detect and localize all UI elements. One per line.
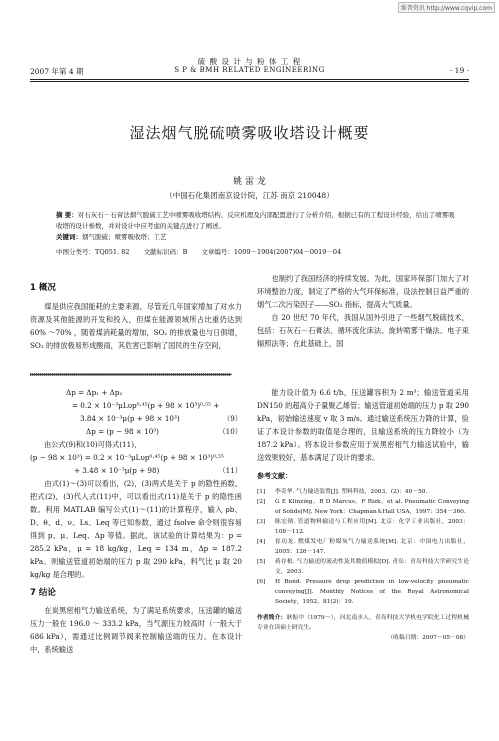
reference-text: 李奇华. 气力输送装置[J]. 塑料科技，2003，(2)：40－50. [275,489,428,495]
intro-paragraph-right-2: 自 20 世纪 70 年代，我国从国外引进了一些烟气脱硫技术，包括：石灰石－石膏法、循环流化床法、旋转喷雾干燥法、电子束辐照法等；在此基础上，国 [257,313,469,348]
article-number: 文章编号：1009－1904(2007)04－0019－04 [201,248,342,256]
document-code: 文献标识码：B [143,248,188,256]
equation-6-number: （11） [218,466,242,475]
equation-3 [30,412,242,425]
equation-4 [30,425,242,438]
reference-number: [3] [257,519,266,525]
reference-text: G E Klinzing，R D Marcus，F Rizk，et al. Pneumatic Conveying of Solids[M]. New York：Chapman＆Hall USA，1997：354－360. [275,499,469,515]
author-bio-label: 作者简介： [257,615,287,621]
reference-text: 蒋存根. 气力输送的流动性及其数值模拟[D]. 青岛：青岛科技大学研究生论文，2003. [275,559,469,575]
classification-line [56,247,456,258]
reference-text: 崔功龙. 燃煤发电厂粉煤灰气力输送系统[M]. 北京：中国电力出版社，2005：126－147. [275,539,469,555]
intro-left-column [30,282,242,352]
keywords-label: 关键词： [56,233,82,241]
keywords-text: 烟气脱硫；喷雾吸收塔；工艺 [82,233,167,241]
reference-item [257,517,469,537]
section-heading-intro: 1 概况 [30,283,56,293]
equation-6 [30,464,242,477]
abstract-text: 对石灰石－石膏法烟气脱硫工艺中喷雾吸收塔结构、反应机理及内部配置进行了分析介绍，根据已有的工程设计经验，给出了喷雾吸收塔的设计参数，并对设计中应考虑的关键点进行了阐述。 [56,211,455,230]
reference-item [257,497,469,517]
conclusion-right-column [257,386,469,643]
equations-column [30,386,242,656]
author-name: 姚 雷 龙 [233,177,266,187]
abstract [56,210,456,243]
article-title: 湿法烟气脱硫喷雾吸收塔设计概要 [129,124,370,142]
article-separator-arrows: ▸▸▸▸▸▸▸▸▸▸▸▸▸▸▸▸▸▸▸▸▸▸▸▸▸▸▸▸▸▸▸▸▸▸▸▸▸▸▸▸▸▸▸▸▸▸▸▸▸▸▸▸▸▸▸▸▸▸▸▸▸▸▸▸▸▸▸▸▸▸▸▸▸▸▸▸▸▸▸▸▸▸▸▸▸▸▸▸▸▸▸▸▸▸▸▸▸▸▸▸ [30,372,232,378]
reference-item [257,557,469,577]
author-affiliation: （中国石化集团南京设计院，江苏 南京 210048） [165,191,334,200]
journal-title-en: S P & BMH RELATED ENGINEERING [174,66,325,74]
abstract-label: 摘 要： [56,211,78,219]
equation-4-number: （10） [218,427,242,436]
derivation-paragraph: 由式(1)～(3)可以看出，(2)，(3)两式是关于 p 的隐性函数。把式(2)，(3)代入式(11)中，可以看出式(11)是关于 p 的隐性函数。利用 MATLAB 编写公式(1)～(11)的计算程序，输入 ρb、D、θ、d、ν、Ls、Leq 等已知参数，通过 fsolve 命令则很容易得到 p、μ、Leq、Δp 等值。据此，该试验的计算结果为：p = 285.2 kPa，μ = 18 kg/kg，Leq = 134 m，Δp = 187.2 kPa。则输送管道初始端的压力 p 取 290 kPa，料气比 μ 取 20 kg/kg 是合理的。 [30,479,242,579]
watermark: 维普资讯 http://www.cqvip.com [398,2,495,13]
section-heading-conclusion: 7 结论 [30,588,56,598]
author-bio-text: 耿振中（1979～），河北南水人，青岛科技大学机电学院化工过程机械专业在读硕士研究生。 [257,615,469,631]
equation-5: (p − 98 × 10³) = 0.2 × 10⁻³μLυp⁰·⁴⁵(p + 98 × 10³)⁰·⁵⁵ [30,453,224,462]
conclusion-paragraph: 在炭黑密相气力输送系统，为了满足系统要求，压送罐的输送压力一般在 196.0 ～ 333.2 kPa，当气源压力较高时（一般大于 686 kPa），需通过比例调节阀来控制输送端的压力。在本设计中，系统输送 [30,606,242,654]
reference-text: H Bond. Pressure drop prediction in low-velocity pneumatic conveying[J]. Monthly Notices of the Royal Astronomical Society，1952，81(2)：19. [275,579,469,605]
reference-item [257,537,469,557]
issue-label: 2007 年第 4 期 [30,67,84,76]
references-heading: 参考文献： [257,472,292,480]
reference-list [257,487,469,607]
equation-text: 由公式(9)和(10)可得式(11)， [44,440,142,449]
author-bio [257,613,469,633]
reference-number: [5] [257,559,266,565]
reference-text: 陈宏勋. 管道物料输送与工程应用[M]. 北京：化学工业出版社，2003：108－112. [275,519,469,535]
header-rule [30,79,469,80]
equation-4-body: Δp = (p − 98 × 10³) [86,427,159,436]
intro-paragraph-right-1: 也制约了我国经济的持续发展。为此，国家环保部门加大了对环境整治力度，制定了严格的大气环保标准，设法控制日益严重的烟气二次污染因子——SO₂ 指标，提高大气质量。 [257,274,469,309]
equation-2: = 0.2 × 10⁻³μLυp⁰·⁴⁵(p + 98 × 10³)⁰·⁵⁵ + [72,401,220,410]
conclusion-paragraph-continued: 能力设计值为 6.6 t/h，压送罐容积为 2 m³；输送管道采用 DN150 的超高分子量聚乙烯管；输送管道初始端的压力 p 取 290 kPa，初始输送速度 v 取 3 m/s。通过输送系统压力降的计算，验证了本设计参数的取值是合理的，且输送系统的压力降较小（为 187.2 kPa）。将本设计参数应用于炭黑密相气力输送试验中，输送效果较好，基本满足了设计的要求。 [257,388,469,462]
equation-3-number: （9） [223,414,242,423]
reference-item [257,487,469,497]
intro-right-column [257,272,469,350]
reference-number: [1] [257,489,266,495]
reference-item [257,577,469,607]
header-rule-thin [30,81,469,82]
reference-number: [4] [257,539,266,545]
reference-number: [6] [257,579,266,585]
equation-3-body: 3.84 × 10⁻³μ(p + 98 × 10³) [80,414,180,423]
intro-paragraph-left: 煤是供应我国能耗的主要来源，尽管近几年国家增加了对水力资源及其他能源的开发和投入，但煤在能源领域所占比重仍达到 60% ～70% ，随着煤消耗量的增加，SO₂ 的排放量也与日俱增，SO₂ 的排放极易形成酸雨，其危害已影响了国民的生存空间， [30,302,242,350]
equation-6-body: + 3.48 × 10⁻³μ(p + 98) [74,466,160,475]
reference-number: [2] [257,499,266,505]
clc-number: 中图分类号：TQ051. 82 [56,248,130,256]
equation-1: Δp = Δp₁ + Δp₂ [66,388,123,397]
page-number: · 19 · [449,66,469,75]
received-date: （收稿日期：2007－05－08） [387,635,469,641]
journal-title-cn: 硫 酸 设 计 与 粉 体 工 程 [197,57,302,66]
